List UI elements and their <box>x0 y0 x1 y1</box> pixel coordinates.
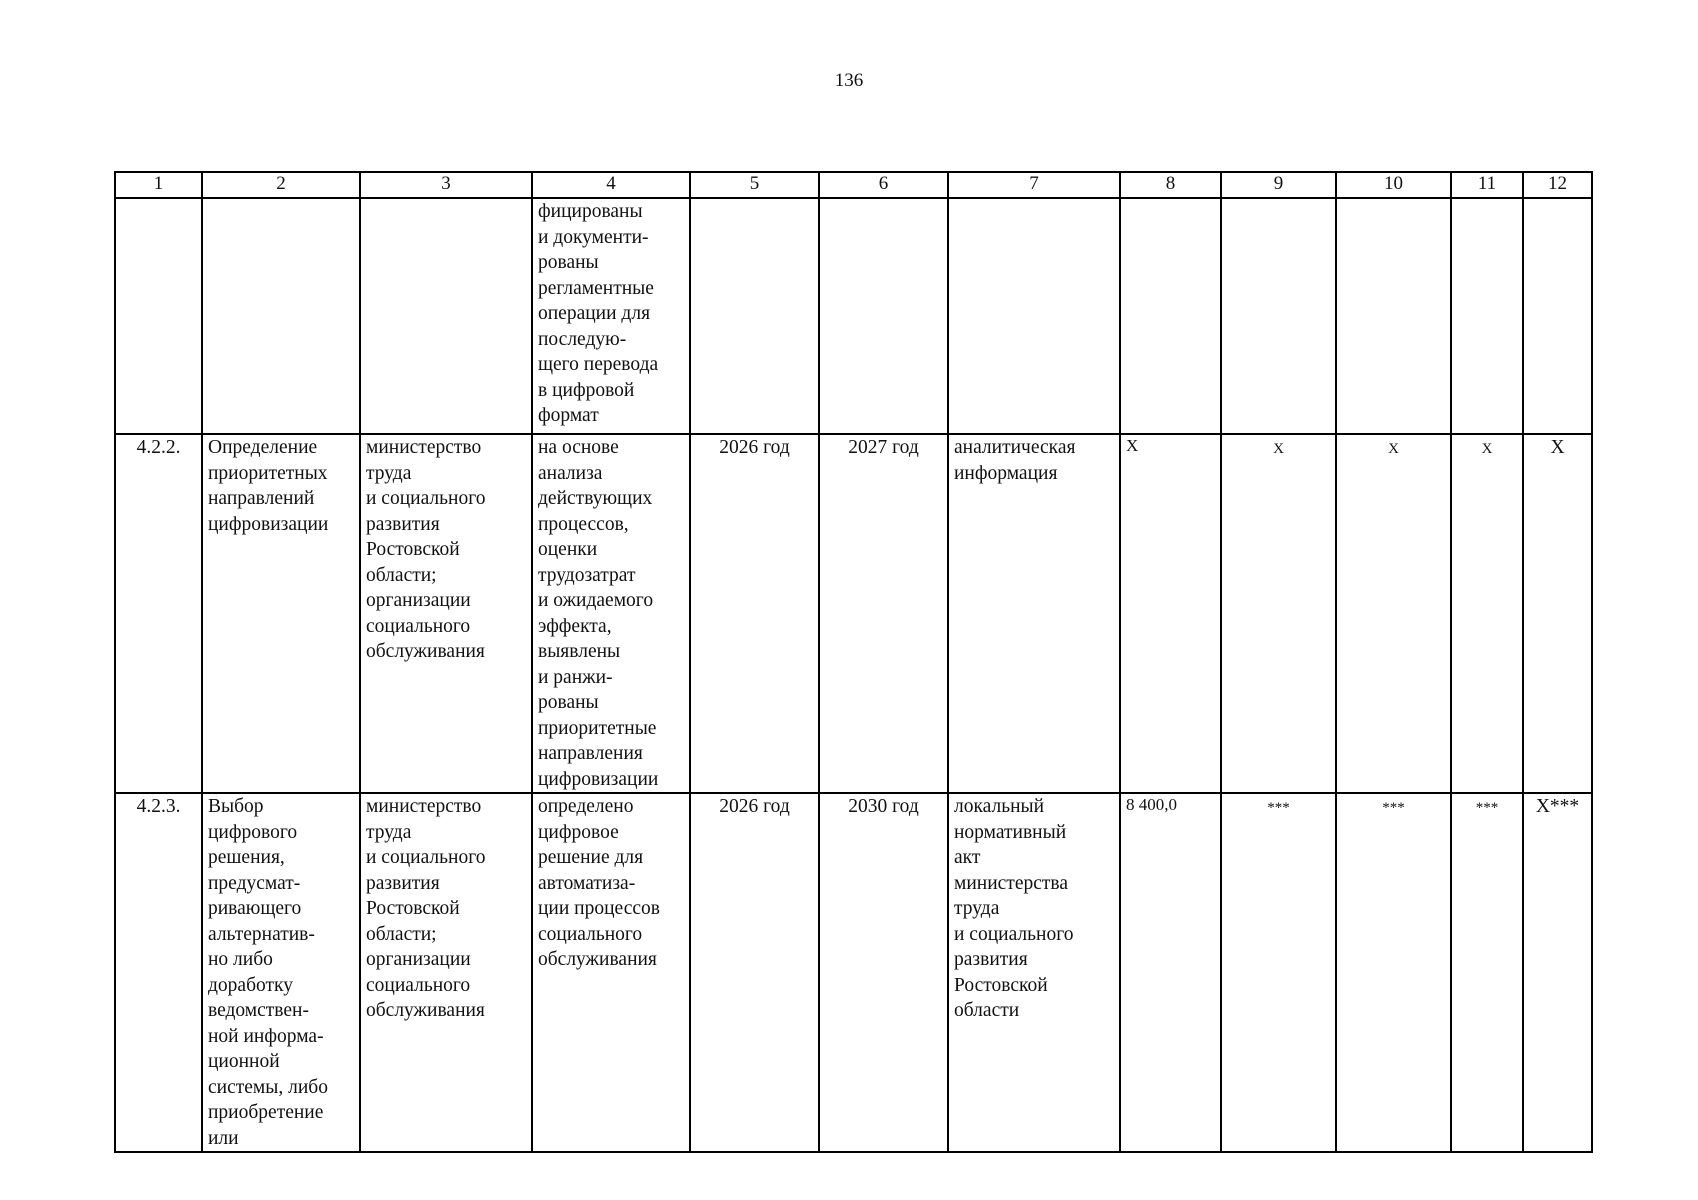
cell-text-line: ционной <box>208 1051 280 1072</box>
cell-text-line: Определение <box>208 437 318 458</box>
cell-text-line: альтернатив- <box>208 923 315 945</box>
table-row <box>115 434 1592 793</box>
cell-text: Х <box>1126 436 1139 455</box>
cell-text-line: министерства <box>954 872 1069 894</box>
cell-text: Х*** <box>1535 796 1580 817</box>
cell-text-line: эффекта, <box>538 615 612 637</box>
confirming-document-cell <box>948 198 1120 434</box>
cell-text-line: решение для <box>538 847 644 868</box>
budget-cell-9 <box>1221 434 1336 793</box>
column-number-row <box>115 172 1592 198</box>
column-number: 8 <box>1120 172 1221 198</box>
column-number: 3 <box>360 172 532 198</box>
cell-text-line: решения, <box>208 847 285 868</box>
cell-text: *** <box>1382 800 1405 816</box>
cell-text-line: аналитическая <box>954 437 1076 458</box>
cell-text: *** <box>1267 800 1290 816</box>
budget-cell-9 <box>1221 793 1336 1152</box>
cell-text-line: Ростовской <box>954 974 1048 996</box>
column-number: 1 <box>115 172 202 198</box>
cell-text-line: обслуживания <box>366 641 485 662</box>
budget-cell-11 <box>1451 434 1523 793</box>
cell-text-line: оценки <box>538 539 598 560</box>
column-number: 6 <box>819 172 948 198</box>
cell-text-line: трудозатрат <box>538 564 636 586</box>
cell-text: Х <box>1550 437 1565 458</box>
responsible-executor-cell <box>360 434 532 793</box>
cell-text-line: Выбор <box>208 796 264 817</box>
cell-text-line: формат <box>538 405 599 426</box>
cell-text: 2027 год <box>848 437 919 458</box>
cell-text: 4.2.3. <box>136 796 181 817</box>
column-number: 2 <box>202 172 360 198</box>
cell-text-line: последую- <box>538 328 627 350</box>
cell-text-line: и социального <box>954 923 1074 945</box>
expected-result-cell <box>532 793 690 1152</box>
cell-text-line: процессов, <box>538 513 629 535</box>
cell-text-line: приобретение <box>208 1102 324 1123</box>
cell-text-line: министерство <box>366 437 482 458</box>
responsible-executor-cell <box>360 793 532 1152</box>
cell-text-line: области; <box>366 564 437 586</box>
budget-cell-10 <box>1336 198 1451 434</box>
start-date-cell <box>690 434 819 793</box>
end-date-cell <box>819 198 948 434</box>
cell-text-line: определено <box>538 796 634 817</box>
cell-text-line: информация <box>954 462 1058 484</box>
cell-text: 2026 год <box>719 796 790 817</box>
cell-text-line: ции процессов <box>538 898 660 919</box>
cell-text-line: рованы <box>538 692 599 713</box>
budget-cell-12 <box>1523 198 1592 434</box>
cell-text-line: развития <box>366 872 440 894</box>
cell-text-line: Ростовской <box>366 539 460 560</box>
cell-text-line: области; <box>366 923 437 945</box>
expected-result-cell <box>532 198 690 434</box>
cell-text-line: действующих <box>538 488 653 509</box>
cell-text-line: обслуживания <box>538 949 657 970</box>
cell-text-line: автоматиза- <box>538 872 636 894</box>
cell-text-line: предусмат- <box>208 872 301 894</box>
cell-text: 2026 год <box>719 437 790 458</box>
cell-text-line: труда <box>366 821 412 843</box>
cell-text: *** <box>1475 800 1499 816</box>
column-number: 4 <box>532 172 690 198</box>
cell-text-line: операции для <box>538 303 651 324</box>
page-number: 136 <box>834 70 864 91</box>
cell-text: 8 400,0 <box>1126 795 1177 814</box>
item-number-cell <box>115 434 202 793</box>
confirming-document-cell <box>948 793 1120 1152</box>
cell-text-line: или <box>208 1127 239 1149</box>
column-number: 12 <box>1523 172 1592 198</box>
cell-text-line: социального <box>366 974 471 996</box>
item-number-cell <box>115 793 202 1152</box>
column-number: 10 <box>1336 172 1451 198</box>
cell-text-line: доработку <box>208 974 293 996</box>
confirming-document-cell <box>948 434 1120 793</box>
cell-text-line: ной информа- <box>208 1025 324 1047</box>
table-row <box>115 198 1592 434</box>
cell-text-line: труда <box>366 462 412 484</box>
item-number-cell <box>115 198 202 434</box>
cell-text-line: рованы <box>538 252 599 273</box>
budget-total-cell <box>1120 198 1221 434</box>
column-number: 11 <box>1451 172 1523 198</box>
activity-name-cell <box>202 434 360 793</box>
start-date-cell <box>690 793 819 1152</box>
cell-text-line: локальный <box>954 796 1045 817</box>
cell-text-line: направления <box>538 743 643 764</box>
table-row <box>115 793 1592 1152</box>
cell-text-line: ведомствен- <box>208 1000 309 1021</box>
cell-text-line: приоритетные <box>538 717 657 739</box>
column-number: 9 <box>1221 172 1336 198</box>
cell-text-line: акт <box>954 847 981 868</box>
end-date-cell <box>819 434 948 793</box>
budget-cell-12 <box>1523 793 1592 1152</box>
budget-cell-11 <box>1451 198 1523 434</box>
responsible-executor-cell <box>360 198 532 434</box>
cell-text-line: цифровое <box>538 821 619 843</box>
budget-total-cell <box>1120 793 1221 1152</box>
cell-text-line: анализа <box>538 462 603 484</box>
cell-text-line: фицированы <box>538 201 643 222</box>
cell-text-line: Ростовской <box>366 898 460 919</box>
cell-text-line: организации <box>366 949 471 970</box>
cell-text-line: и документи- <box>538 226 649 248</box>
cell-text-line: социального <box>538 923 643 945</box>
budget-cell-9 <box>1221 198 1336 434</box>
cell-text-line: и ожидаемого <box>538 590 654 611</box>
expected-result-cell <box>532 434 690 793</box>
activity-name-cell <box>202 198 360 434</box>
cell-text-line: социального <box>366 615 471 637</box>
cell-text-line: направлений <box>208 488 315 509</box>
end-date-cell <box>819 793 948 1152</box>
cell-text-line: труда <box>954 898 1000 919</box>
start-date-cell <box>690 198 819 434</box>
cell-text-line: системы, либо <box>208 1076 328 1098</box>
cell-text-line: развития <box>954 949 1028 970</box>
cell-text: 2030 год <box>848 796 919 817</box>
cell-text-line: министерство <box>366 796 482 817</box>
program-table <box>114 171 1593 1153</box>
column-number: 7 <box>948 172 1120 198</box>
budget-cell-10 <box>1336 434 1451 793</box>
column-number: 5 <box>690 172 819 198</box>
cell-text-line: развития <box>366 513 440 535</box>
cell-text-line: щего перевода <box>538 354 659 375</box>
budget-cell-10 <box>1336 793 1451 1152</box>
activity-name-cell <box>202 793 360 1152</box>
cell-text-line: и ранжи- <box>538 666 613 688</box>
cell-text-line: цифрового <box>208 821 298 843</box>
cell-text-line: и социального <box>366 847 486 868</box>
cell-text-line: области <box>954 1000 1020 1021</box>
cell-text-line: организации <box>366 590 471 611</box>
budget-cell-12 <box>1523 434 1592 793</box>
cell-text: Х <box>1273 441 1284 457</box>
cell-text: 4.2.2. <box>136 437 181 458</box>
cell-text-line: в цифровой <box>538 379 635 401</box>
cell-text-line: цифровизации <box>208 513 329 535</box>
budget-cell-11 <box>1451 793 1523 1152</box>
cell-text-line: цифровизации <box>538 768 659 790</box>
cell-text-line: нормативный <box>954 821 1067 843</box>
cell-text: Х <box>1481 441 1493 457</box>
cell-text-line: приоритетных <box>208 462 328 484</box>
cell-text-line: на основе <box>538 437 619 458</box>
cell-text-line: регламентные <box>538 277 654 299</box>
cell-text: Х <box>1388 441 1399 457</box>
cell-text-line: выявлены <box>538 641 621 662</box>
cell-text-line: и социального <box>366 488 486 509</box>
budget-total-cell <box>1120 434 1221 793</box>
cell-text-line: ривающего <box>208 898 302 919</box>
cell-text-line: но либо <box>208 949 273 970</box>
cell-text-line: обслуживания <box>366 1000 485 1021</box>
